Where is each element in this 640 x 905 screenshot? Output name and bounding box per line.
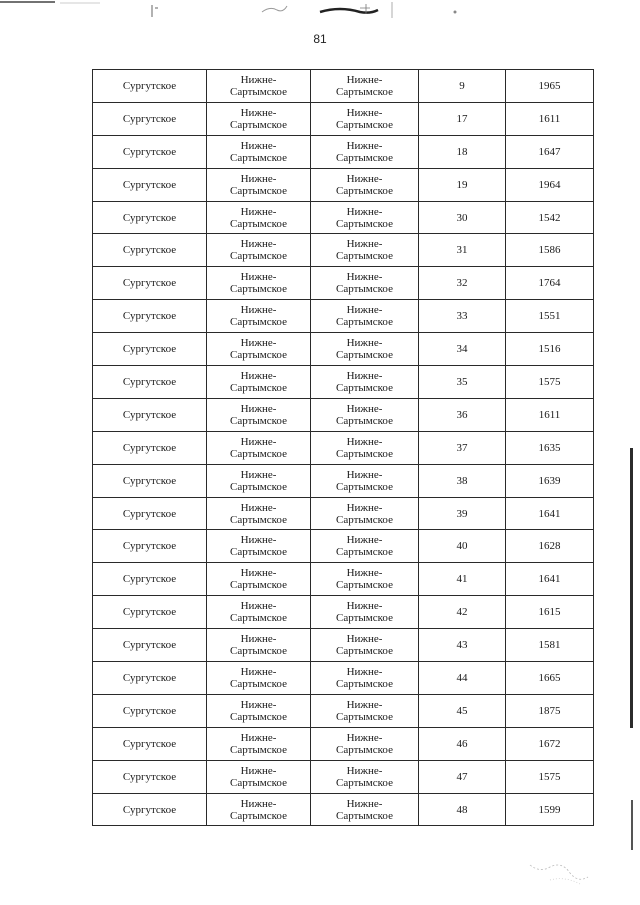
- cell-field: Нижне- Сартымское: [311, 497, 419, 530]
- cell-field: Нижне- Сартымское: [311, 70, 419, 103]
- cell-licence-area: Нижне- Сартымское: [207, 596, 311, 629]
- cell-licence-area: Нижне- Сартымское: [207, 168, 311, 201]
- scan-edge-mark: [630, 448, 633, 728]
- cell-licence-area: Нижне- Сартымское: [207, 70, 311, 103]
- cell-value: 1641: [506, 497, 594, 530]
- cell-field: Нижне- Сартымское: [311, 530, 419, 563]
- cell-value: 1665: [506, 662, 594, 695]
- cell-pad-number: 9: [419, 70, 506, 103]
- table-row: [93, 694, 594, 727]
- cell-pad-number: 34: [419, 333, 506, 366]
- cell-pad-number: 33: [419, 300, 506, 333]
- cell-pad-number: 46: [419, 727, 506, 760]
- cell-pad-number: 32: [419, 267, 506, 300]
- cell-organization: Сургутское: [93, 464, 207, 497]
- cell-licence-area: Нижне- Сартымское: [207, 464, 311, 497]
- table-row: [93, 168, 594, 201]
- cell-organization: Сургутское: [93, 267, 207, 300]
- table-row: [93, 234, 594, 267]
- cell-value: 1965: [506, 70, 594, 103]
- table-row: [93, 563, 594, 596]
- table-row: [93, 793, 594, 826]
- table-row: [93, 201, 594, 234]
- cell-value: 1551: [506, 300, 594, 333]
- cell-licence-area: Нижне- Сартымское: [207, 102, 311, 135]
- cell-value: 1599: [506, 793, 594, 826]
- cell-pad-number: 38: [419, 464, 506, 497]
- table-row: [93, 727, 594, 760]
- cell-licence-area: Нижне- Сартымское: [207, 760, 311, 793]
- cell-value: 1542: [506, 201, 594, 234]
- cell-field: Нижне- Сартымское: [311, 366, 419, 399]
- cell-value: 1647: [506, 135, 594, 168]
- cell-licence-area: Нижне- Сартымское: [207, 333, 311, 366]
- cell-licence-area: Нижне- Сартымское: [207, 267, 311, 300]
- cell-value: 1964: [506, 168, 594, 201]
- cell-pad-number: 47: [419, 760, 506, 793]
- cell-value: 1611: [506, 398, 594, 431]
- cell-field: Нижне- Сартымское: [311, 398, 419, 431]
- cell-licence-area: Нижне- Сартымское: [207, 398, 311, 431]
- table-row: [93, 300, 594, 333]
- cell-organization: Сургутское: [93, 694, 207, 727]
- cell-pad-number: 40: [419, 530, 506, 563]
- scan-corner-noise: [520, 855, 610, 890]
- cell-organization: Сургутское: [93, 168, 207, 201]
- cell-field: Нижне- Сартымское: [311, 431, 419, 464]
- cell-licence-area: Нижне- Сартымское: [207, 135, 311, 168]
- cell-pad-number: 35: [419, 366, 506, 399]
- cell-organization: Сургутское: [93, 596, 207, 629]
- cell-pad-number: 41: [419, 563, 506, 596]
- cell-value: 1575: [506, 760, 594, 793]
- table-row: [93, 333, 594, 366]
- cell-field: Нижне- Сартымское: [311, 333, 419, 366]
- cell-organization: Сургутское: [93, 135, 207, 168]
- cell-organization: Сургутское: [93, 300, 207, 333]
- cell-organization: Сургутское: [93, 234, 207, 267]
- cell-value: 1628: [506, 530, 594, 563]
- cell-pad-number: 42: [419, 596, 506, 629]
- cell-licence-area: Нижне- Сартымское: [207, 530, 311, 563]
- cell-organization: Сургутское: [93, 431, 207, 464]
- cell-organization: Сургутское: [93, 201, 207, 234]
- cell-organization: Сургутское: [93, 333, 207, 366]
- cell-field: Нижне- Сартымское: [311, 662, 419, 695]
- table-row: [93, 629, 594, 662]
- cell-licence-area: Нижне- Сартымское: [207, 727, 311, 760]
- table-row: [93, 464, 594, 497]
- cell-pad-number: 45: [419, 694, 506, 727]
- cell-field: Нижне- Сартымское: [311, 464, 419, 497]
- cell-organization: Сургутское: [93, 727, 207, 760]
- cell-pad-number: 43: [419, 629, 506, 662]
- table-row: [93, 596, 594, 629]
- cell-value: 1639: [506, 464, 594, 497]
- cell-organization: Сургутское: [93, 497, 207, 530]
- cell-organization: Сургутское: [93, 366, 207, 399]
- cell-licence-area: Нижне- Сартымское: [207, 300, 311, 333]
- cell-organization: Сургутское: [93, 760, 207, 793]
- cell-value: 1635: [506, 431, 594, 464]
- table-row: [93, 366, 594, 399]
- cell-field: Нижне- Сартымское: [311, 168, 419, 201]
- cell-field: Нижне- Сартымское: [311, 760, 419, 793]
- cell-field: Нижне- Сартымское: [311, 563, 419, 596]
- cell-organization: Сургутское: [93, 530, 207, 563]
- table-row: [93, 135, 594, 168]
- cell-value: 1611: [506, 102, 594, 135]
- table-row: [93, 70, 594, 103]
- cell-licence-area: Нижне- Сартымское: [207, 497, 311, 530]
- table-row: [93, 760, 594, 793]
- cell-field: Нижне- Сартымское: [311, 596, 419, 629]
- cell-value: 1764: [506, 267, 594, 300]
- cell-licence-area: Нижне- Сартымское: [207, 366, 311, 399]
- cell-value: 1875: [506, 694, 594, 727]
- table-row: [93, 662, 594, 695]
- table-row: [93, 431, 594, 464]
- cell-organization: Сургутское: [93, 563, 207, 596]
- cell-pad-number: 30: [419, 201, 506, 234]
- cell-value: 1581: [506, 629, 594, 662]
- cell-licence-area: Нижне- Сартымское: [207, 431, 311, 464]
- cell-organization: Сургутское: [93, 70, 207, 103]
- cell-field: Нижне- Сартымское: [311, 694, 419, 727]
- table-row: [93, 530, 594, 563]
- cell-field: Нижне- Сартымское: [311, 135, 419, 168]
- cell-value: 1575: [506, 366, 594, 399]
- cell-pad-number: 39: [419, 497, 506, 530]
- table-row: [93, 497, 594, 530]
- cell-pad-number: 37: [419, 431, 506, 464]
- cell-pad-number: 44: [419, 662, 506, 695]
- table-row: [93, 267, 594, 300]
- table-row: [93, 102, 594, 135]
- table-body: [93, 70, 594, 826]
- cell-value: 1516: [506, 333, 594, 366]
- cell-licence-area: Нижне- Сартымское: [207, 234, 311, 267]
- page-number: 81: [313, 32, 327, 46]
- cell-field: Нижне- Сартымское: [311, 234, 419, 267]
- cell-pad-number: 17: [419, 102, 506, 135]
- cell-organization: Сургутское: [93, 629, 207, 662]
- scan-edge-mark-lower: [631, 800, 633, 850]
- cell-value: 1672: [506, 727, 594, 760]
- cell-licence-area: Нижне- Сартымское: [207, 563, 311, 596]
- cell-licence-area: Нижне- Сартымское: [207, 694, 311, 727]
- cell-licence-area: Нижне- Сартымское: [207, 793, 311, 826]
- cell-pad-number: 48: [419, 793, 506, 826]
- cell-value: 1615: [506, 596, 594, 629]
- table-row: [93, 398, 594, 431]
- cell-pad-number: 18: [419, 135, 506, 168]
- cell-value: 1586: [506, 234, 594, 267]
- cell-field: Нижне- Сартымское: [311, 300, 419, 333]
- cell-value: 1641: [506, 563, 594, 596]
- cell-field: Нижне- Сартымское: [311, 102, 419, 135]
- cell-organization: Сургутское: [93, 398, 207, 431]
- cell-licence-area: Нижне- Сартымское: [207, 629, 311, 662]
- cell-field: Нижне- Сартымское: [311, 727, 419, 760]
- cell-field: Нижне- Сартымское: [311, 793, 419, 826]
- wells-table: [92, 69, 594, 826]
- cell-licence-area: Нижне- Сартымское: [207, 201, 311, 234]
- cell-pad-number: 36: [419, 398, 506, 431]
- cell-field: Нижне- Сартымское: [311, 629, 419, 662]
- cell-licence-area: Нижне- Сартымское: [207, 662, 311, 695]
- cell-field: Нижне- Сартымское: [311, 201, 419, 234]
- cell-pad-number: 31: [419, 234, 506, 267]
- cell-organization: Сургутское: [93, 662, 207, 695]
- cell-field: Нижне- Сартымское: [311, 267, 419, 300]
- cell-organization: Сургутское: [93, 793, 207, 826]
- cell-pad-number: 19: [419, 168, 506, 201]
- cell-organization: Сургутское: [93, 102, 207, 135]
